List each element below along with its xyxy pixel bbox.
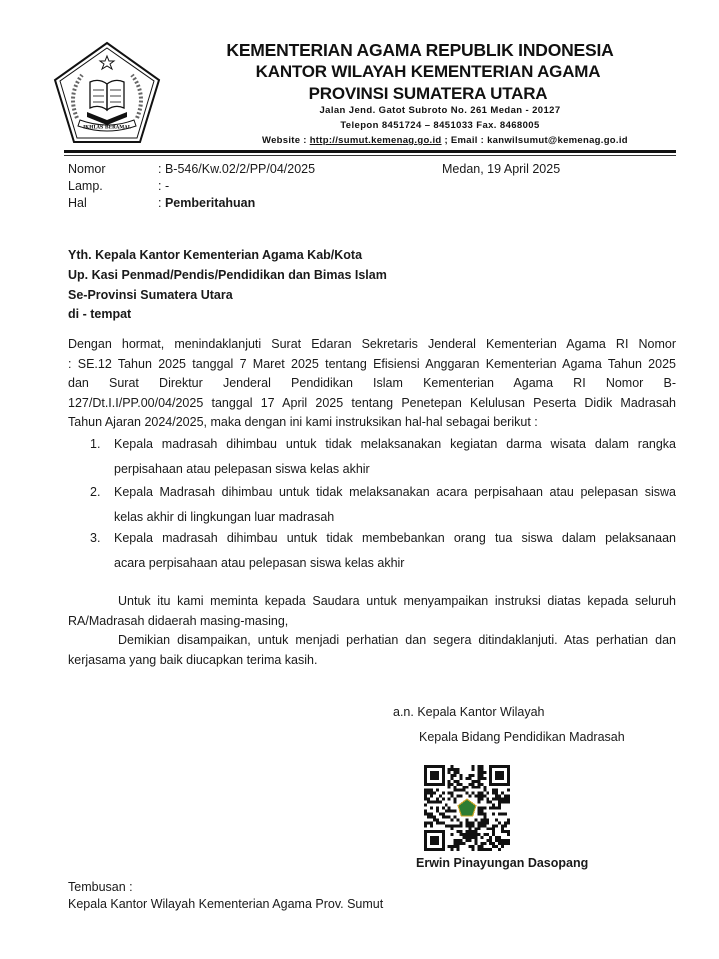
email-label: ; Email : bbox=[441, 135, 488, 146]
place-date: Medan, 19 April 2025 bbox=[442, 162, 561, 176]
letterhead-phone: Telepon 8451724 – 8451033 Fax. 8468005 bbox=[340, 120, 540, 131]
request-line: RA/Madrasah didaerah masing-masing, bbox=[68, 613, 289, 628]
intro-line: dan Surat Direktur Jenderal Pendidikan Islam Kementerian Agama RI Nomor B- bbox=[68, 376, 676, 390]
qr-center-logo-icon bbox=[458, 799, 476, 816]
email-address: kanwilsumut@kemenag.go.id bbox=[487, 135, 628, 146]
intro-line: Dengan hormat, menindaklanjuti Surat Edaran Sekretaris Jenderal Kementerian Agama RI Nomor bbox=[68, 337, 676, 351]
item-line: Kepala madrasah dihimbau untuk tidak melaksanakan kegiatan darma wisata dalam rangka bbox=[114, 437, 676, 451]
qr-finder-pattern bbox=[425, 766, 443, 784]
instruction-item bbox=[90, 432, 676, 482]
intro-paragraph bbox=[68, 335, 676, 433]
intro-line: Tahun Ajaran 2024/2025, maka dengan ini kami instruksikan hal-hal sebagai berikut : bbox=[68, 415, 538, 429]
nomor-label: Nomor bbox=[68, 162, 106, 176]
request-paragraph bbox=[68, 592, 676, 631]
item-number: 1. bbox=[90, 437, 101, 451]
closing-paragraph bbox=[68, 631, 676, 670]
letterhead-ministry: KEMENTERIAN AGAMA REPUBLIK INDONESIA bbox=[226, 40, 614, 60]
letterhead-address: Jalan Jend. Gatot Subroto No. 261 Medan - 20127 bbox=[319, 105, 561, 116]
letterhead-rule-thick bbox=[64, 150, 676, 153]
intro-line: : SE.12 Tahun 2025 tanggal 7 Maret 2025 tentang Efisiensi Anggaran Kementerian Agama Tahun 2025 bbox=[68, 356, 676, 371]
instruction-item bbox=[90, 526, 676, 576]
recipient-line-4: di - tempat bbox=[68, 307, 132, 321]
hal-label: Hal bbox=[68, 196, 87, 210]
item-line: perpisahaan atau pelepasan siswa kelas akhir bbox=[114, 462, 370, 476]
item-line: Kepala Madrasah dihimbau untuk tidak melaksanakan acara perpisahaan atau pelepasan siswa bbox=[114, 485, 676, 499]
qr-finder-pattern bbox=[491, 766, 509, 784]
qr-finder-pattern bbox=[425, 832, 443, 850]
hal-value: Pemberitahuan bbox=[164, 196, 256, 210]
recipient-line-3: Se-Provinsi Sumatera Utara bbox=[68, 288, 233, 302]
signature-on-behalf: a.n. Kepala Kantor Wilayah bbox=[393, 705, 545, 719]
item-number: 3. bbox=[90, 531, 101, 545]
nomor-value: : B-546/Kw.02/2/PP/04/2025 bbox=[158, 162, 316, 176]
signatory-name: Erwin Pinayungan Dasopang bbox=[416, 856, 589, 870]
recipient-line-1: Yth. Kepala Kantor Kementerian Agama Kab/Kota bbox=[68, 248, 363, 262]
letterhead-province: PROVINSI SUMATERA UTARA bbox=[308, 84, 548, 103]
item-line: Kepala madrasah dihimbau untuk tidak membebankan orang tua siswa dalam pelaksanaan bbox=[114, 531, 676, 545]
letterhead-rule-thin bbox=[64, 155, 676, 156]
hal-colon: : bbox=[158, 196, 165, 210]
letterhead-office: KANTOR WILAYAH KEMENTERIAN AGAMA bbox=[255, 62, 601, 81]
signature-qr-code bbox=[424, 765, 510, 851]
cc-recipient: Kepala Kantor Wilayah Kementerian Agama Prov. Sumut bbox=[68, 897, 384, 911]
recipient-line-2: Up. Kasi Penmad/Pendis/Pendidikan dan Bimas Islam bbox=[68, 268, 387, 282]
intro-line: 127/Dt.I.I/PP.00/04/2025 tanggal 17 April 2025 tentang Penetepan Kelulusan Peserta Didik Madrasah bbox=[68, 395, 676, 410]
lamp-value: : - bbox=[158, 179, 170, 193]
letterhead-contact bbox=[262, 135, 628, 146]
instruction-item bbox=[90, 480, 676, 530]
cc-label: Tembusan : bbox=[68, 880, 133, 894]
hal-field bbox=[158, 196, 255, 210]
closing-line: kerjasama yang baik diucapkan terima kasih. bbox=[68, 652, 318, 667]
item-line: acara perpisahaan atau pelepasan siswa kelas akhir bbox=[114, 556, 405, 570]
request-line: Untuk itu kami meminta kepada Saudara untuk menyampaikan instruksi diatas kepada seluruh bbox=[118, 594, 676, 608]
item-number: 2. bbox=[90, 485, 101, 499]
closing-line: Demikian disampaikan, untuk menjadi perhatian dan segera ditindaklanjuti. Atas perhatian dan bbox=[118, 633, 676, 647]
ministry-logo bbox=[52, 40, 162, 146]
website-label: Website : bbox=[262, 135, 310, 146]
lamp-label: Lamp. bbox=[68, 179, 103, 193]
website-link[interactable]: http://sumut.kemenag.go.id bbox=[309, 135, 442, 146]
item-line: kelas akhir di lingkungan luar madrasah bbox=[114, 510, 335, 524]
signature-position: Kepala Bidang Pendidikan Madrasah bbox=[419, 730, 625, 744]
svg-text:IKHLAS BERAMAL: IKHLAS BERAMAL bbox=[83, 125, 131, 131]
